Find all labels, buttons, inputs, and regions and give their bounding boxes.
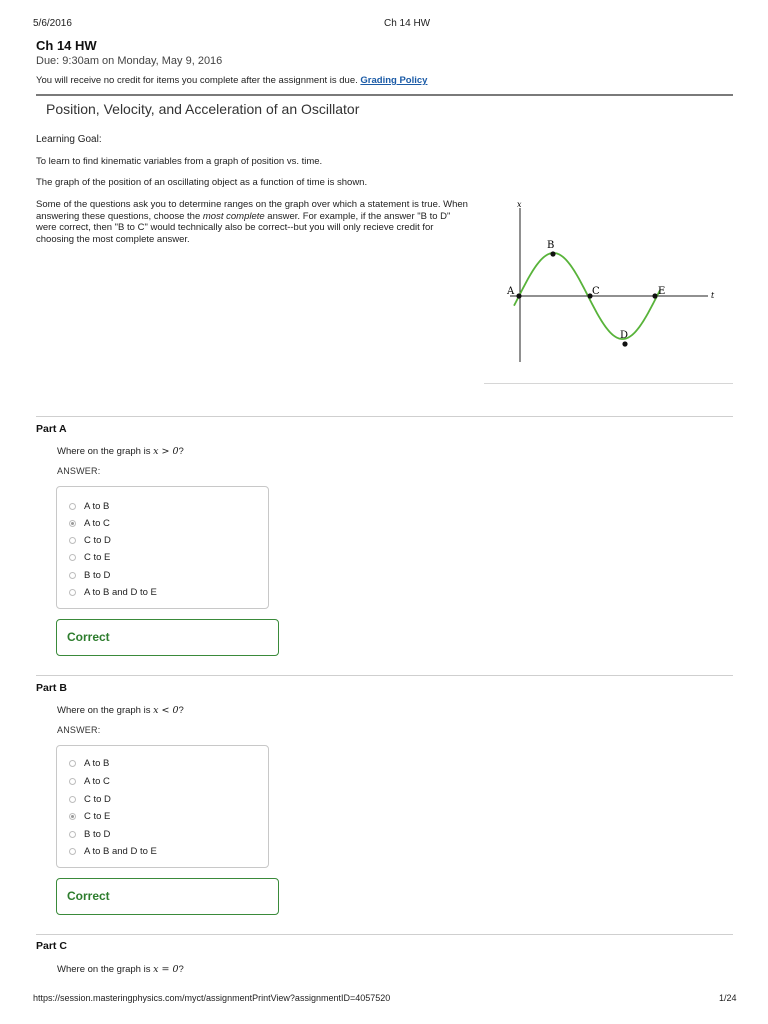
part-a-answer-box	[56, 486, 269, 609]
grading-policy-link[interactable]: Grading Policy	[360, 75, 428, 86]
part-a-label: Part A	[36, 423, 67, 435]
print-date: 5/6/2016	[33, 18, 72, 29]
part-b-option-4[interactable]	[69, 809, 110, 823]
credit-notice	[36, 75, 427, 86]
point-a-marker	[516, 293, 521, 298]
radio-button[interactable]	[69, 778, 76, 785]
assignment-title: Ch 14 HW	[36, 38, 97, 53]
part-b-option-1[interactable]	[69, 756, 109, 770]
option-label: C to D	[84, 793, 111, 805]
option-label: A to C	[84, 517, 110, 529]
question-text: Where on the graph is	[57, 705, 154, 716]
radio-button-selected[interactable]	[69, 813, 76, 820]
question-math: x > 0	[153, 446, 179, 457]
part-a-question	[57, 446, 184, 457]
intro-paragraph-2: The graph of the position of an oscillating object as a function of time is shown.	[36, 177, 368, 188]
question-text: Where on the graph is	[57, 964, 154, 975]
x-axis-label: x	[517, 200, 522, 209]
point-a-label: A	[507, 286, 515, 297]
radio-button[interactable]	[69, 796, 76, 803]
part-b-result: Correct	[56, 878, 279, 915]
question-math: x < 0	[153, 705, 179, 716]
part-b-option-2[interactable]	[69, 774, 110, 788]
radio-button[interactable]	[69, 537, 76, 544]
option-label: C to E	[84, 551, 111, 563]
option-label: B to D	[84, 569, 111, 581]
radio-button[interactable]	[69, 848, 76, 855]
part-b-answer-box	[56, 745, 269, 868]
learning-goal-label: Learning Goal:	[36, 134, 102, 145]
part-a-option-6[interactable]	[69, 585, 157, 599]
part-a-option-1[interactable]	[69, 499, 109, 513]
part-b-answer-label: ANSWER:	[57, 725, 101, 735]
radio-button-selected[interactable]	[69, 520, 76, 527]
part-b-question	[57, 705, 184, 716]
radio-button[interactable]	[69, 503, 76, 510]
option-label: A to B and D to E	[84, 845, 157, 857]
part-b-option-5[interactable]	[69, 827, 110, 841]
part-a-separator	[36, 416, 733, 417]
intro-3-emphasis: most complete	[202, 210, 265, 222]
part-b-option-3[interactable]	[69, 792, 111, 806]
option-label: B to D	[84, 828, 111, 840]
footer-url: https://session.masteringphysics.com/myct/assignmentPrintView?assignmentID=4057520	[33, 993, 391, 1003]
radio-button[interactable]	[69, 572, 76, 579]
part-a-option-5[interactable]	[69, 568, 110, 582]
part-c-separator	[36, 934, 733, 935]
question-text: Where on the graph is	[57, 446, 154, 457]
question-math: x = 0	[153, 964, 179, 975]
option-label: A to C	[84, 775, 110, 787]
radio-button[interactable]	[69, 760, 76, 767]
radio-button[interactable]	[69, 554, 76, 561]
part-a-answer-label: ANSWER:	[57, 466, 101, 476]
option-label: A to B	[84, 757, 110, 769]
due-date: Due: 9:30am on Monday, May 9, 2016	[36, 55, 223, 67]
print-title: Ch 14 HW	[384, 18, 431, 29]
header-divider	[36, 94, 733, 96]
page-number: 1/24	[719, 993, 737, 1003]
part-a-result: Correct	[56, 619, 279, 656]
point-b-label: B	[547, 240, 555, 251]
part-b-separator	[36, 675, 733, 676]
point-e-marker	[652, 293, 657, 298]
option-label: C to E	[84, 810, 111, 822]
intro-3-before: Some of the questions ask you to determine ranges on the graph over which a statement is true. When answering these questions, choose the	[36, 199, 468, 222]
part-b-option-6[interactable]	[69, 844, 157, 858]
point-d-marker	[622, 341, 627, 346]
point-e-label: E	[658, 286, 666, 297]
graph-svg	[484, 198, 734, 368]
part-c-label: Part C	[36, 940, 67, 952]
intro-paragraph-1: To learn to find kinematic variables from a graph of position vs. time.	[36, 156, 323, 167]
part-a-option-4[interactable]	[69, 550, 110, 564]
option-label: C to D	[84, 534, 111, 546]
radio-button[interactable]	[69, 831, 76, 838]
graph-divider	[484, 383, 733, 384]
question-end: ?	[178, 964, 184, 975]
radio-button[interactable]	[69, 589, 76, 596]
point-d-label: D	[620, 330, 629, 341]
position-time-graph	[484, 198, 734, 368]
part-b-label: Part B	[36, 682, 67, 694]
intro-paragraph-3	[36, 199, 470, 245]
point-b-marker	[550, 251, 555, 256]
point-c-label: C	[592, 286, 600, 297]
option-label: A to B and D to E	[84, 586, 157, 598]
part-c-question	[57, 964, 184, 975]
part-a-option-2[interactable]	[69, 516, 110, 530]
part-a-option-3[interactable]	[69, 533, 111, 547]
t-axis-label: t	[711, 291, 715, 300]
question-end: ?	[178, 705, 184, 716]
intro-3-after: answer. For example, if the answer "B to D" were correct, then "B to C" would technically also be correct--but you will only recieve credit for choosing the most complete answer.	[36, 210, 451, 245]
option-label: A to B	[84, 500, 110, 512]
question-end: ?	[178, 446, 184, 457]
problem-title: Position, Velocity, and Acceleration of an Oscillator	[46, 101, 360, 117]
credit-notice-text: You will receive no credit for items you complete after the assignment is due.	[36, 75, 358, 86]
